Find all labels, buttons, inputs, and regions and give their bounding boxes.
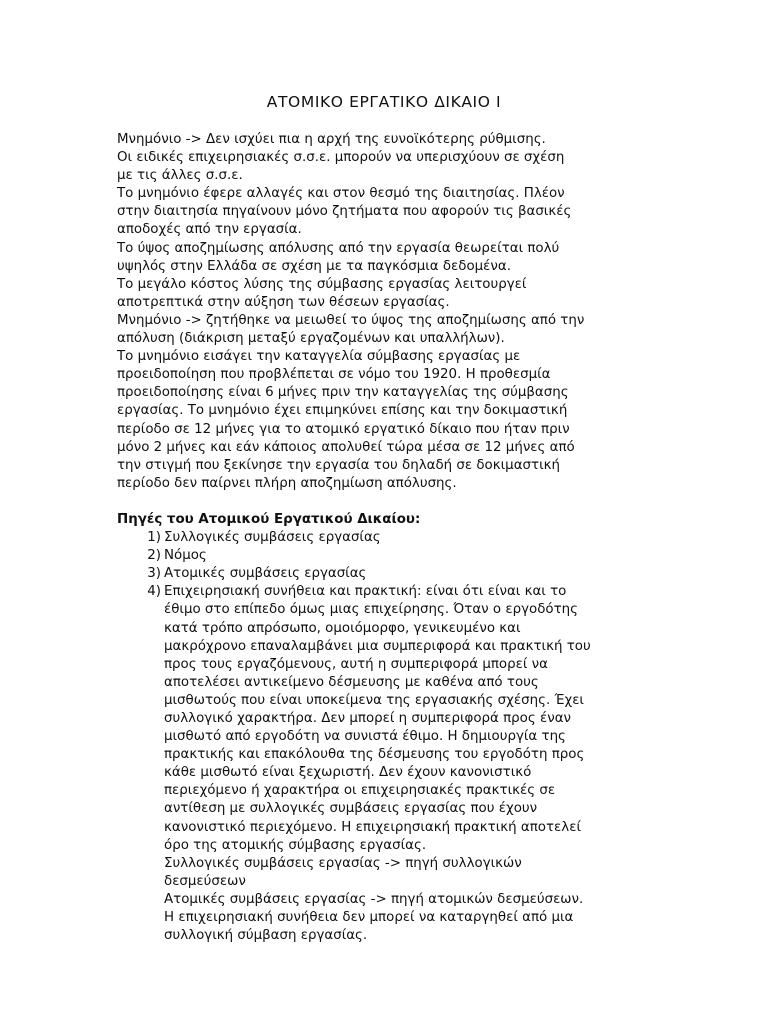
text-line: Συλλογικές συμβάσεις εργασίας -> πηγή συλλογικών xyxy=(164,855,522,871)
list-item xyxy=(117,565,657,583)
text-line: προς τους εργαζόμενους, αυτή η συμπεριφορά μπορεί να xyxy=(164,656,548,672)
text-line: Μνημόνιο -> Δεν ισχύει πια η αρχή της ευνοϊκότερης ρύθμισης. xyxy=(117,132,546,147)
text-line: Το μνημόνιο έφερε αλλαγές και στον θεσμό της διαιτησίας. Πλέον xyxy=(117,186,565,202)
text-line: Το μεγάλο κόστος λύσης της σύμβασης εργασίας λειτουργεί xyxy=(117,276,527,292)
text-line: αποτρεπτικά στην αύξηση των θέσεων εργασίας. xyxy=(117,294,450,310)
text-line: περιεχόμενο ή χαρακτήρα οι επιχειρησιακές πρακτικές σε xyxy=(164,783,556,799)
text-line: συλλογικό χαρακτήρα. Δεν μπορεί η συμπεριφορά προς έναν xyxy=(164,711,572,726)
text-line: μισθωτούς που είναι υποκείμενα της εργασιακής σχέσης. Έχει xyxy=(164,692,584,708)
text-line: περίοδο δεν παίρνει πλήρη αποζημίωση απόλυσης. xyxy=(117,475,457,491)
text-line: την στιγμή που ξεκίνησε την εργασία του δηλαδή σε δοκιμαστική xyxy=(117,457,560,473)
list-item xyxy=(117,547,657,565)
sources-heading: Πηγές του Ατομικού Εργατικού Δικαίου: xyxy=(117,511,421,527)
text-line: περίοδο σε 12 μήνες για το ατομικό εργατικό δίκαιο που ήταν πριν xyxy=(117,421,570,437)
text-line: Η επιχειρησιακή συνήθεια δεν μπορεί να καταργηθεί από μια xyxy=(164,910,574,926)
list-item-label: Ατομικές συμβάσεις εργασίας xyxy=(164,566,367,582)
text-line: όρο της ατομικής σύμβασης εργασίας. xyxy=(164,837,427,853)
text-line: συλλογική σύμβαση εργασίας. xyxy=(164,928,368,944)
text-line: έθιμο στο επίπεδο όμως μιας επιχείρησης. Όταν ο εργοδότης xyxy=(164,602,579,618)
text-line: αποδοχές από την εργασία. xyxy=(117,222,302,238)
list-number: 1) xyxy=(147,530,161,546)
text-line: μακρόχρονο επαναλαμβάνει μια συμπεριφορά και πρακτική του xyxy=(164,638,591,654)
list-item-label: Επιχειρησιακή συνήθεια και πρακτική: είναι ότι είναι και το xyxy=(164,584,567,600)
text-line: Οι ειδικές επιχειρησιακές σ.σ.ε. μπορούν να υπερισχύουν σε σχέση xyxy=(117,150,565,166)
text-line: μόνο 2 μήνες και εάν κάποιος απολυθεί τώρα μέσα σε 12 μήνες από xyxy=(117,439,575,455)
text-line: Ατομικές συμβάσεις εργασίας -> πηγή ατομικών δεσμεύσεων. xyxy=(164,891,584,907)
text-line: προειδοποίησης είναι 6 μήνες πριν την καταγγελίας της σύμβασης xyxy=(117,385,569,401)
text-line: κατά τρόπο απρόσωπο, ομοιόμορφο, γενικευμένο και xyxy=(164,620,521,636)
list-number: 2) xyxy=(147,548,161,564)
text-line: Μνημόνιο -> ζητήθηκε να μειωθεί το ύψος της αποζημίωσης από την xyxy=(117,312,585,328)
document-title: ΑΤΟΜΙΚΟ ΕΡΓΑΤΙΚΟ ΔΙΚΑΙΟ Ι xyxy=(266,93,502,111)
text-line: εργασίας. Το μνημόνιο έχει επιμηκύνει επίσης και την δοκιμαστική xyxy=(117,403,568,419)
list-item-label: Νόμος xyxy=(164,548,207,564)
text-line: με τις άλλες σ.σ.ε. xyxy=(117,168,243,184)
text-line: Το μνημόνιο εισάγει την καταγγελία σύμβασης εργασίας με xyxy=(117,349,521,365)
list-number: 3) xyxy=(147,566,161,582)
text-line: Το ύψος αποζημίωσης απόλυσης από την εργασία θεωρείται πολύ xyxy=(117,240,560,256)
text-line: προειδοποίηση που προβλέπεται σε νόμο του 1920. Η προθεσμία xyxy=(117,367,551,383)
text-line: μισθωτό από εργοδότη να συνιστά έθιμο. Η δημιουργία της xyxy=(164,729,566,745)
text-line: πρακτικής και επακόλουθα της δέσμευσης του εργοδότη προς xyxy=(164,747,585,763)
text-line: κάθε μισθωτό είναι ξεχωριστή. Δεν έχουν κανονιστικό xyxy=(164,765,532,781)
text-line: απόλυση (διάκριση μεταξύ εργαζομένων και υπαλλήλων). xyxy=(117,331,505,347)
text-line: κανονιστικό περιεχόμενο. Η επιχειρησιακή πρακτική αποτελεί xyxy=(164,819,581,835)
list-item xyxy=(117,583,657,601)
text-line: στην διαιτησία πηγαίνουν μόνο ζητήματα που αφορούν τις βασικές xyxy=(117,204,572,220)
text-line: αντίθεση με συλλογικές συμβάσεις εργασίας που έχουν xyxy=(164,801,538,817)
sources-list xyxy=(117,529,657,601)
list-item xyxy=(117,529,657,547)
text-line: δεσμεύσεων xyxy=(164,873,246,889)
intro-paragraph xyxy=(117,131,657,493)
list-item-label: Συλλογικές συμβάσεις εργασίας xyxy=(164,530,381,546)
list-number: 4) xyxy=(147,584,161,600)
document-body xyxy=(117,131,657,945)
text-line: υψηλός στην Ελλάδα σε σχέση με τα παγκόσμια δεδομένα. xyxy=(117,258,511,274)
item4-continuation xyxy=(117,601,657,945)
text-line: αποτελέσει αντικείμενο δέσμευσης με καθένα από τους xyxy=(164,674,539,690)
spacer xyxy=(117,493,657,511)
